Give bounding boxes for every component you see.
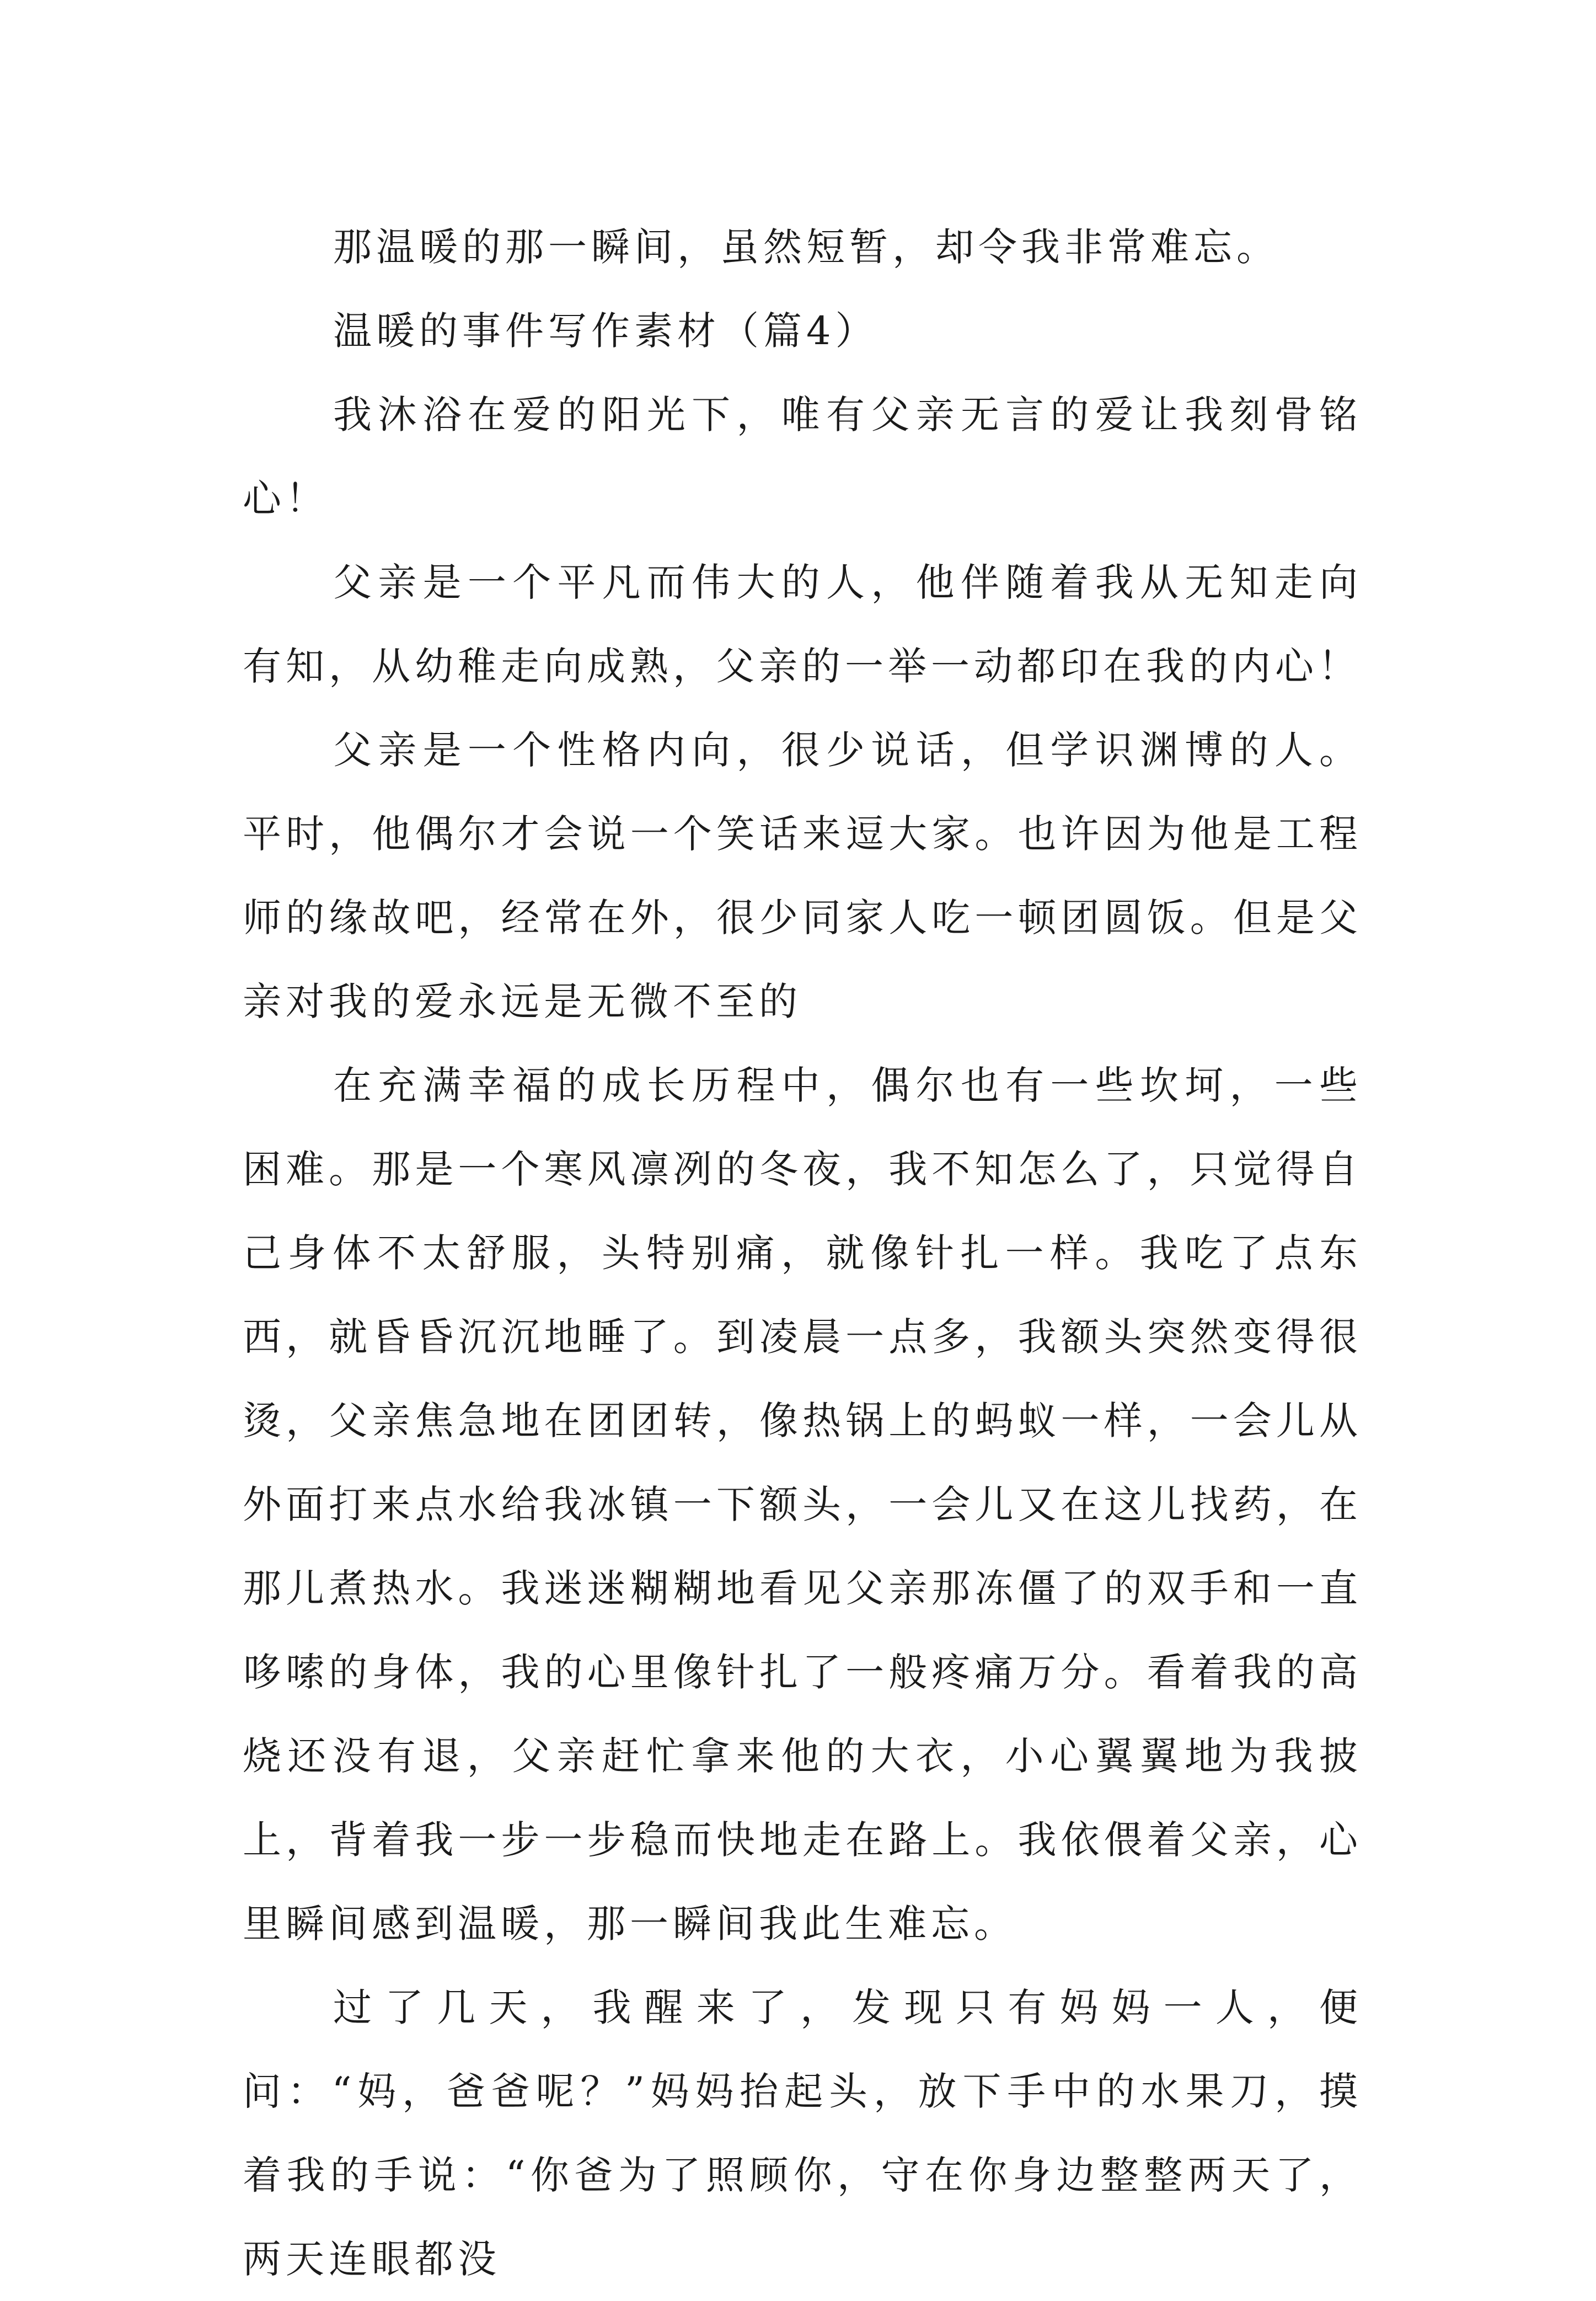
paragraph-winter-night: 在充满幸福的成长历程中，偶尔也有一些坎坷，一些困难。那是一个寒风凛冽的冬夜，我不知怎么了，只觉得自己身体不太舒服，头特别痛，就像针扎一样。我吃了点东西，就昏昏沉沉地睡了。到凌晨一点多，我额头突然变得很烫，父亲焦急地在团团转，像热锅上的蚂蚁一样，一会儿从外面打来点水给我冰镇一下额头，一会儿又在这儿找药，在那儿煮热水。我迷迷糊糊地看见父亲那冻僵了的双手和一直哆嗦的身体，我的心里像针扎了一般疼痛万分。看着我的高烧还没有退，父亲赶忙拿来他的大衣，小心翼翼地为我披上，背着我一步一步稳而快地走在路上。我依偎着父亲，心里瞬间感到温暖，那一瞬间我此生难忘。 (243, 1063, 1362, 1946)
paragraph-father-great: 父亲是一个平凡而伟大的人，他伴随着我从无知走向有知，从幼稚走向成熟，父亲的一举一动都印在我的内心！ (243, 560, 1362, 689)
paragraph-intro: 我沐浴在爱的阳光下，唯有父亲无言的爱让我刻骨铭心！ (243, 392, 1362, 521)
paragraph-waking-up: 过了几天，我醒来了，发现只有妈妈一人，便问：“妈，爸爸呢？”妈妈抬起头，放下手中的水果刀，摸着我的手说：“你爸为了照顾你，守在你身边整整两天了，两天连眼都没 (243, 1985, 1362, 2282)
section-heading: 温暖的事件写作素材（篇4） (333, 308, 879, 354)
paragraph-closing-line: 那温暖的那一瞬间，虽然短暂，却令我非常难忘。 (333, 224, 1279, 270)
document-body (243, 205, 1362, 2301)
paragraph-father-character: 父亲是一个性格内向，很少说话，但学识渊博的人。平时，他偶尔才会说一个笑话来逗大家。也许因为他是工程师的缘故吧，经常在外，很少同家人吃一顿团圆饭。但是父亲对我的爱永远是无微不至的 (243, 727, 1362, 1024)
